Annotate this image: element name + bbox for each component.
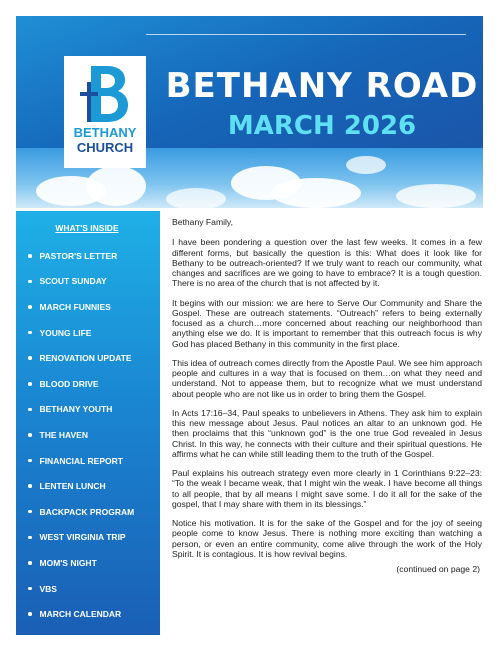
logo-text-line1: BETHANY [73,125,137,140]
masthead [16,16,483,208]
bullet-icon [28,408,32,412]
bullet-icon [28,356,32,360]
contents-list [26,243,152,627]
bullet-icon [28,459,32,463]
contents-item-label: MOM'S NIGHT [39,557,97,568]
contents-item-label: YOUNG LIFE [39,327,92,338]
contents-item [26,422,152,448]
contents-item-label: LENTEN LUNCH [39,481,106,492]
contents-item [26,320,152,346]
contents-item [26,601,152,627]
contents-item [26,371,152,397]
issue-date: MARCH 2026 [227,111,417,141]
letter-greeting: Bethany Family, [172,217,233,227]
letter-paragraph: In Acts 17:16–34, Paul speaks to unbelievers in Athens. They ask him to explain this new message about Jesus. Paul notices an altar to an unknown god. He then proclaims that this “unknown god” is the one true God revealed in Jesus Christ. In this way, he connects with their culture and their spiritual questions. He affirms what he can while still leading them to the truth of the Gospel. [172,407,482,459]
contents-item-label: BLOOD DRIVE [39,378,99,389]
contents-item-label: FINANCIAL REPORT [39,455,123,466]
contents-item-label: MARCH FUNNIES [39,301,111,312]
contents-item-label: PASTOR'S LETTER [39,250,118,261]
continued-note: (continued on page 2) [396,564,480,574]
bullet-icon [28,587,32,591]
bullet-icon [28,536,32,540]
contents-item-label: MARCH CALENDAR [39,609,122,620]
letter-paragraph: Paul explains his outreach strategy even more clearly in 1 Corinthians 9:22–23: “To the weak I became weak, that I might win the weak. I have become all things to all people, that by all means I might save some. I do it all for the sake of the gospel, that I may share with them in its blessings.” [172,468,482,509]
contents-item-label: VBS [39,583,57,594]
church-logo [64,56,146,168]
bullet-icon [28,382,32,386]
bullet-icon [28,254,32,258]
contents-item [26,397,152,423]
contents-item-label: BETHANY YOUTH [39,404,113,415]
bullet-icon [28,561,32,565]
bullet-icon [28,612,32,616]
contents-item [26,243,152,269]
contents-item [26,499,152,525]
logo-text-line2: CHURCH [76,140,134,155]
cloud [166,188,226,208]
contents-item [26,576,152,602]
cloud [271,178,361,208]
contents-heading: WHAT'S INSIDE [55,223,119,233]
bullet-icon [28,433,32,437]
bullet-icon [28,484,32,488]
logo-b-cross-icon [77,62,133,124]
pastor-letter [172,217,482,633]
bullet-icon [28,510,32,514]
contents-item-label: RENOVATION UPDATE [39,353,132,364]
contents-item [26,550,152,576]
contents-item [26,473,152,499]
newsletter-title: BETHANY ROAD [165,66,479,106]
cloud [86,166,146,206]
contents-item [26,448,152,474]
contents-item-label: THE HAVEN [39,429,88,440]
bullet-icon [28,305,32,309]
bullet-icon [28,331,32,335]
contents-item-label: WEST VIRGINIA TRIP [39,532,126,543]
masthead-rule [146,34,466,35]
contents-item [26,525,152,551]
contents-sidebar [16,211,160,635]
cloud [396,184,476,208]
letter-paragraph: This idea of outreach comes directly from the Apostle Paul. We see him approach people and cultures in a way that is focused on them…on what they need and understand. Not to appease them, but to recognize what we must understand about people who are not like us in order to bring them the Gospel. [172,357,482,399]
contents-item-label: SCOUT SUNDAY [39,276,107,287]
contents-item [26,269,152,295]
cloud [346,156,386,174]
contents-item [26,294,152,320]
letter-paragraph: It begins with our mission: we are here to Serve Our Community and Share the Gospel. These are outreach statements. “Outreach” refers to being externally focused as a church…more concerned about reaching our neighborhood than anything else we do. It is important to remember that this outreach focus is why God has placed Bethany in this community in the first place. [172,297,482,349]
contents-item [26,345,152,371]
bullet-icon [28,280,32,284]
letter-paragraph: Notice his motivation. It is for the sake of the Gospel and for the joy of seeing people come to know Jesus. There is nothing more exciting than watching a person, or even an entire community, come alive through the work of the Holy Spirit. It is contagious. It is how revival begins. [172,518,482,559]
contents-item-label: BACKPACK PROGRAM [39,506,135,517]
letter-paragraph: I have been pondering a question over the last few weeks. It comes in a few different forms, but basically the question is this: What does it look like for Bethany to be outreach-oriented? If we truly want to reach our community, what changes and sacrifices are we going to have to embrace? It is a tough question. There is no area of the church that is not affected by it. [172,237,482,289]
